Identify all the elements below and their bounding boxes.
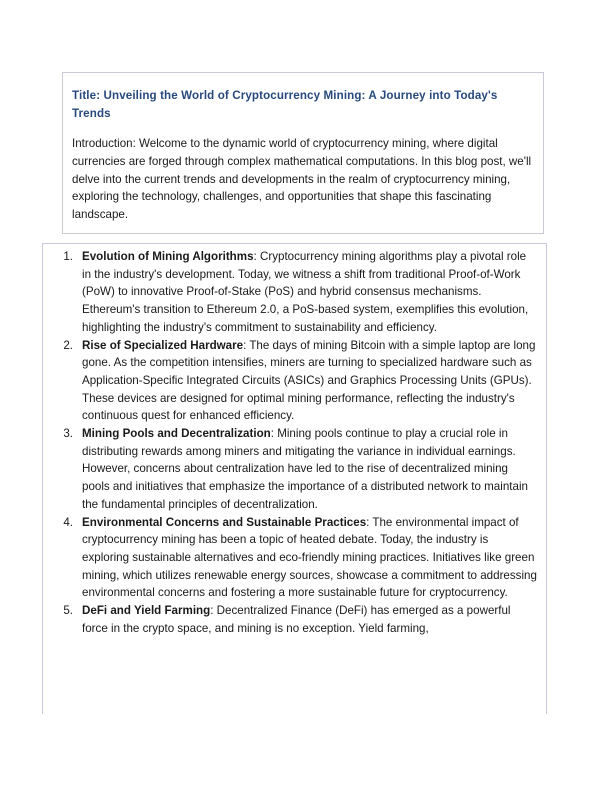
list-item [51,248,538,337]
list-item [51,337,538,426]
list-item-body: : Cryptocurrency mining algorithms play a pivotal role in the industry's development. Today, we witness a shift from traditional Proof-of-Work (PoW) to innovative Proof-of-Stake (PoS) and hybrid consensus mechanisms. Ethereum's transition to Ethereum 2.0, a PoS-based system, exemplifies this evolution, highlighting the industry's commitment to sustainability and efficiency. [82,250,529,334]
list-item-heading: Evolution of Mining Algorithms [82,250,254,263]
list-item-body: : Mining pools continue to play a crucial role in distributing rewards among miners and mitigating the variance in individual earnings. However, concerns about centralization have led to the rise of decentralized mining pools and initiatives that emphasize the importance of a distributed network to maintain the fundamental principles of decentralization. [82,427,528,511]
trends-ordered-list [51,248,538,637]
list-item-heading: Rise of Specialized Hardware [82,338,244,352]
list-item-body: : The environmental impact of cryptocurrency mining has been a topic of heated debate. Today, the industry is exploring sustainable alternatives and eco-friendly mining practices. Initiatives like green mining, which utilizes renewable energy sources, showcase a commitment to addressing environmental concerns and fostering a more sustainable future for cryptocurrency. [82,515,537,600]
list-item [51,425,538,514]
trends-list-section [42,243,547,714]
list-item-heading: Environmental Concerns and Sustainable Practices [82,515,367,529]
page-title: Title: Unveiling the World of Cryptocurrency Mining: A Journey into Today's Trends [72,89,498,120]
list-item [51,602,538,637]
list-item-heading: DeFi and Yield Farming [82,604,211,618]
list-item-heading: Mining Pools and Decentralization [82,427,271,441]
list-item-body: : Decentralized Finance (DeFi) has emerged as a powerful force in the crypto space, and mining is no exception. Yield farming, [82,604,511,635]
intro-section [62,72,544,234]
list-item [51,514,538,603]
introduction-paragraph: Introduction: Welcome to the dynamic world of cryptocurrency mining, where digital currencies are forged through complex mathematical computations. In this blog post, we'll delve into the current trends and developments in the realm of cryptocurrency mining, exploring the technology, challenges, and opportunities that shape this fascinating landscape. [72,137,532,221]
list-item-body: : The days of mining Bitcoin with a simple laptop are long gone. As the competition intensifies, miners are turning to specialized hardware such as Application-Specific Integrated Circuits (ASICs) and Graphics Processing Units (GPUs). These devices are designed for optimal mining performance, reflecting the industry's continuous quest for enhanced efficiency. [82,338,536,423]
